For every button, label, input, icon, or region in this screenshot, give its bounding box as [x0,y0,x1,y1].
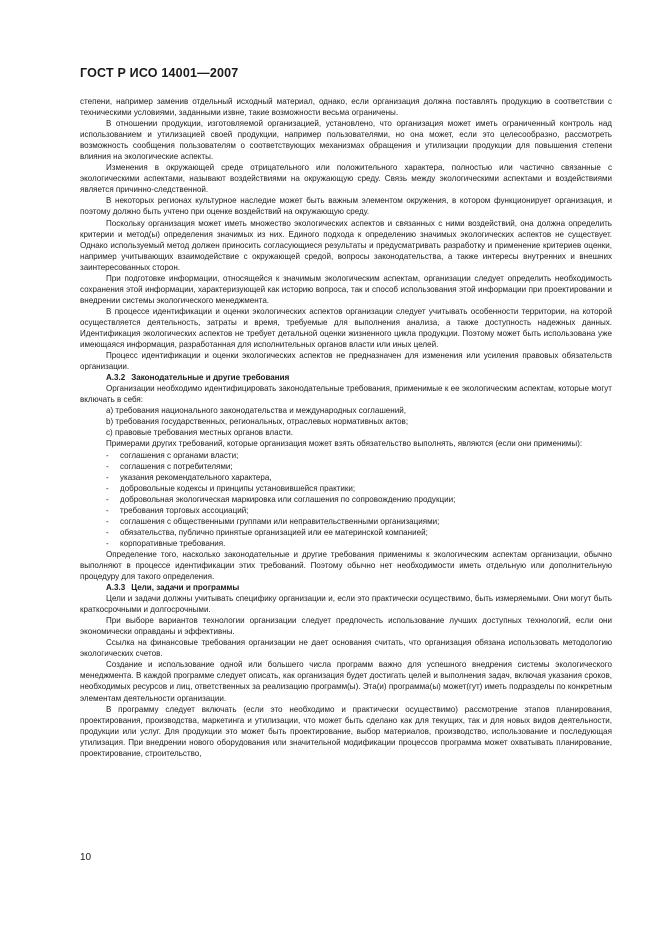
dash-list-item: - добровольные кодексы и принципы установившейся практики; [106,483,356,493]
paragraph: Ссылка на финансовые требования организации не дает основания считать, что организация обязана использовать методологию экологических счетов. [80,638,612,659]
list-item: а) требования национального законодательства и международных соглашений, [106,406,406,416]
paragraph: Поскольку организация может иметь множество экологических аспектов и связанных с ними воздействий, она должна определить критерии и метод(ы) определения значимых из них. Единого подхода к определению значимых экологических аспектов не существует. Однако используемый метод должен приносить согласующиеся результаты и предусматривать разработку и применение критериев оценки, например учитывающих взаимодействие с окружающей средой, вопросы законодательства, а также интересы внутренних и внешних заинтересованных сторон. [80,218,612,272]
paragraph: В некоторых регионах культурное наследие может быть важным элементом окружения, в котором функционирует организация, и поэтому должно быть учтено при оценке воздействий на окружающую среду. [80,196,612,217]
dash-list-item: - корпоративные требования. [106,538,226,548]
section-title: Законодательные и другие требования [131,373,290,383]
dash-list-item: - соглашения с органами власти; [106,450,239,460]
paragraph: степени, например заменив отдельный исходный материал, однако, если организация должна поставлять продукцию в соответствии с техническими условиями, заданными извне, такие возможности весьма ограничены. [80,97,612,118]
section-title: Цели, задачи и программы [131,583,240,593]
section-heading-a32 [80,372,612,383]
dash-list-item: - обязательства, публично принятые организацией или ее материнской компанией; [106,527,428,537]
list-item: с) правовые требования местных органов власти. [106,428,294,438]
dash-list-item: - указания рекомендательного характера, [106,472,272,482]
page-number: 10 [80,852,92,863]
paragraph: Примерами других требований, которые организация может взять обязательство выполнять, являются (если они применимы): [106,439,583,449]
dash-list-item: - требования торговых ассоциаций; [106,505,249,515]
dash-list-item: - соглашения с общественными группами или неправительственными организациями; [106,516,440,526]
paragraph: Определение того, насколько законодательные и другие требования применимы к экологическим аспектам организации, обычно выполняют в процессе идентификации этих требований. Поэтому обычно нет необходимости иметь отдельную или дополнительную процедуру для такого определения. [80,549,612,582]
paragraph: В процессе идентификации и оценки экологических аспектов организации следует учитывать особенности территории, на которой осуществляется деятельность, затраты и время, требуемые для выполнения анализа, а также доступность надежных данных. Идентификация экологических аспектов не требует детальной оценки жизненного цикла продукции. Поэтому может быть использована уже имеющаяся информация, разработанная для исполнительных органов власти или иных целей. [80,306,612,350]
paragraph: Цели и задачи должны учитывать специфику организации и, если это практически осуществимо, быть измеряемыми. Они могут быть краткосрочными и долгосрочными. [80,594,612,615]
paragraph: При выборе вариантов технологии организации следует предпочесть использование лучших доступных технологий, если они экономически оправданы и эффективны. [80,616,612,637]
paragraph: В отношении продукции, изготовляемой организацией, установлено, что организация может иметь ограниченный контроль над использованием и утилизацией своей продукции, например пользователями, но она может, если это целесообразно, рассмотреть возможность сообщения пользователям о соответствующих механизмах обращения и утилизации продукции для повышения степени влияния на экологические аспекты. [80,119,612,162]
paragraph: В программу следует включать (если это необходимо и практически осуществимо) рассмотрение этапов планирования, проектирования, производства, маркетинга и утилизации, что может быть сделано как для текущих, так и для новых видов деятельности, продукции или услуг. Для продукции это может быть проектирование, выбор материалов, производство, использование и последующая утилизация. При внедрении нового оборудования или значительной модификации процессов программа может охватывать планирование, проектирование, строительство, [80,704,612,758]
paragraph: Процесс идентификации и оценки экологических аспектов не предназначен для изменения или усиления правовых обязательств организации. [80,351,612,372]
paragraph: Изменения в окружающей среде отрицательного или положительного характера, полностью или частично связанные с экологическими аспектами, называют воздействиями на окружающую среду. Связь между экологическими аспектами и воздействиями является причинно-следственной. [80,163,612,195]
dash-list-item: - добровольная экологическая маркировка или соглашения по сопровождению продукции; [106,494,456,504]
document-body [80,96,612,759]
page-title: ГОСТ Р ИСО 14001—2007 [80,66,239,80]
dash-list-item: - соглашения с потребителями; [106,461,233,471]
paragraph: Создание и использование одной или большего числа программ важно для успешного внедрения системы экологического менеджмента. В каждой программе следует описать, как организация будет достигать целей и выполнения задач, включая указания сроков, необходимых ресурсов и лиц, ответственных за реализацию программ(ы). Эта(и) программа(ы) может(гут) иметь подразделы по конкретным элементам деятельности организации. [80,660,612,703]
section-number: А.3.3 [106,583,126,593]
paragraph: Организации необходимо идентифицировать законодательные требования, применимые к ее экологическим аспектам, которые могут включать в себя: [80,384,612,405]
section-number: А.3.2 [106,373,126,383]
paragraph: При подготовке информации, относящейся к значимым экологическим аспектам, организации следует определить необходимость сохранения этой информации, характеризующей как историю вопроса, так и способ использования этой информации при проектировании и внедрении системы экологического менеджмента. [80,273,612,305]
section-heading-a33 [80,582,612,593]
list-item: b) требования государственных, региональных, отраслевых нормативных актов; [106,417,409,427]
